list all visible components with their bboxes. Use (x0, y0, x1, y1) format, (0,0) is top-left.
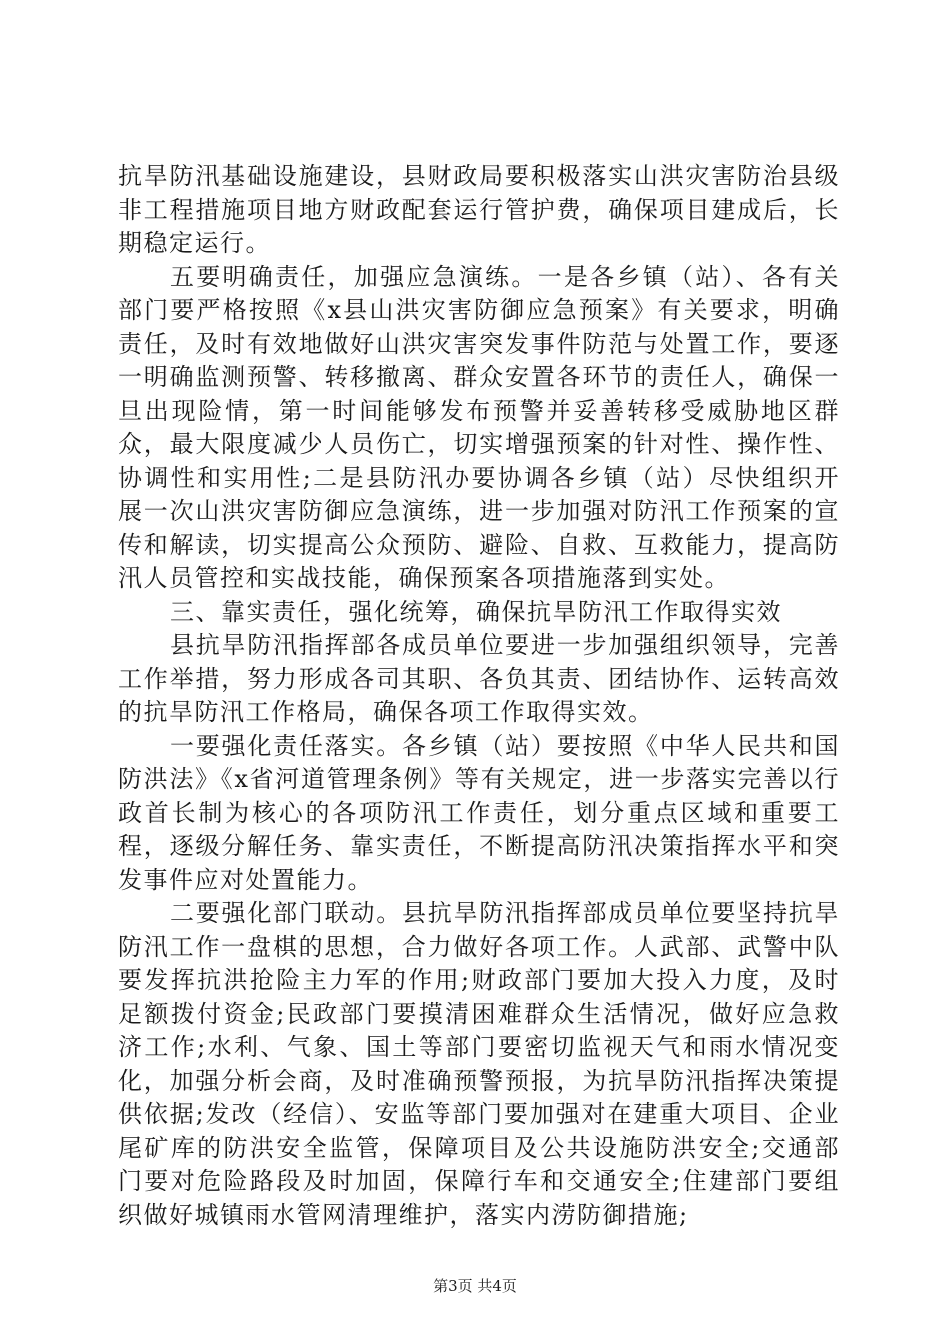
paragraph-2: 五要明确责任，加强应急演练。一是各乡镇（站）、各有关部门要严格按照《x县山洪灾害防御应急预案》有关要求，明确责任，及时有效地做好山洪灾害突发事件防范与处置工作，要逐一明确监测预警、转移撤离、群众安置各环节的责任人，确保一旦出现险情，第一时间能够发布预警并妥善转移受威胁地区群众，最大限度减少人员伤亡，切实增强预案的针对性、操作性、协调性和实用性;二是县防汛办要协调各乡镇（站）尽快组织开展一次山洪灾害防御应急演练，进一步加强对防汛工作预案的宣传和解读，切实提高公众预防、避险、自救、互救能力，提高防汛人员管控和实战技能，确保预案各项措施落到实处。 (118, 262, 840, 592)
document-body (118, 160, 840, 1232)
paragraph-6: 二要强化部门联动。县抗旱防汛指挥部成员单位要坚持抗旱防汛工作一盘棋的思想，合力做好各项工作。人武部、武警中队要发挥抗洪抢险主力军的作用;财政部门要加大投入力度，及时足额拨付资金;民政部门要摸清困难群众生活情况，做好应急救济工作;水利、气象、国土等部门要密切监视天气和雨水情况变化，加强分析会商，及时准确预警预报，为抗旱防汛指挥决策提供依据;发改（经信）、安监等部门要加强对在建重大项目、企业尾矿库的防洪安全监管，保障项目及公共设施防洪安全;交通部门要对危险路段及时加固，保障行车和交通安全;住建部门要组织做好城镇雨水管网清理维护，落实内涝防御措施; (118, 899, 840, 1229)
page-number-footer: 第3页 共4页 (433, 1277, 517, 1295)
paragraph-4: 县抗旱防汛指挥部各成员单位要进一步加强组织领导，完善工作举措，努力形成各司其职、各负其责、团结协作、运转高效的抗旱防汛工作格局，确保各项工作取得实效。 (118, 631, 840, 726)
section-heading-3: 三、靠实责任，强化统筹，确保抗旱防汛工作取得实效 (170, 597, 782, 626)
paragraph-5: 一要强化责任落实。各乡镇（站）要按照《中华人民共和国防洪法》《x省河道管理条例》等有关规定，进一步落实完善以行政首长制为核心的各项防汛工作责任，划分重点区域和重要工程，逐级分解任务、靠实责任，不断提高防汛决策指挥水平和突发事件应对处置能力。 (118, 731, 840, 894)
paragraph-1: 抗旱防汛基础设施建设，县财政局要积极落实山洪灾害防治县级非工程措施项目地方财政配套运行管护费，确保项目建成后，长期稳定运行。 (118, 162, 840, 257)
